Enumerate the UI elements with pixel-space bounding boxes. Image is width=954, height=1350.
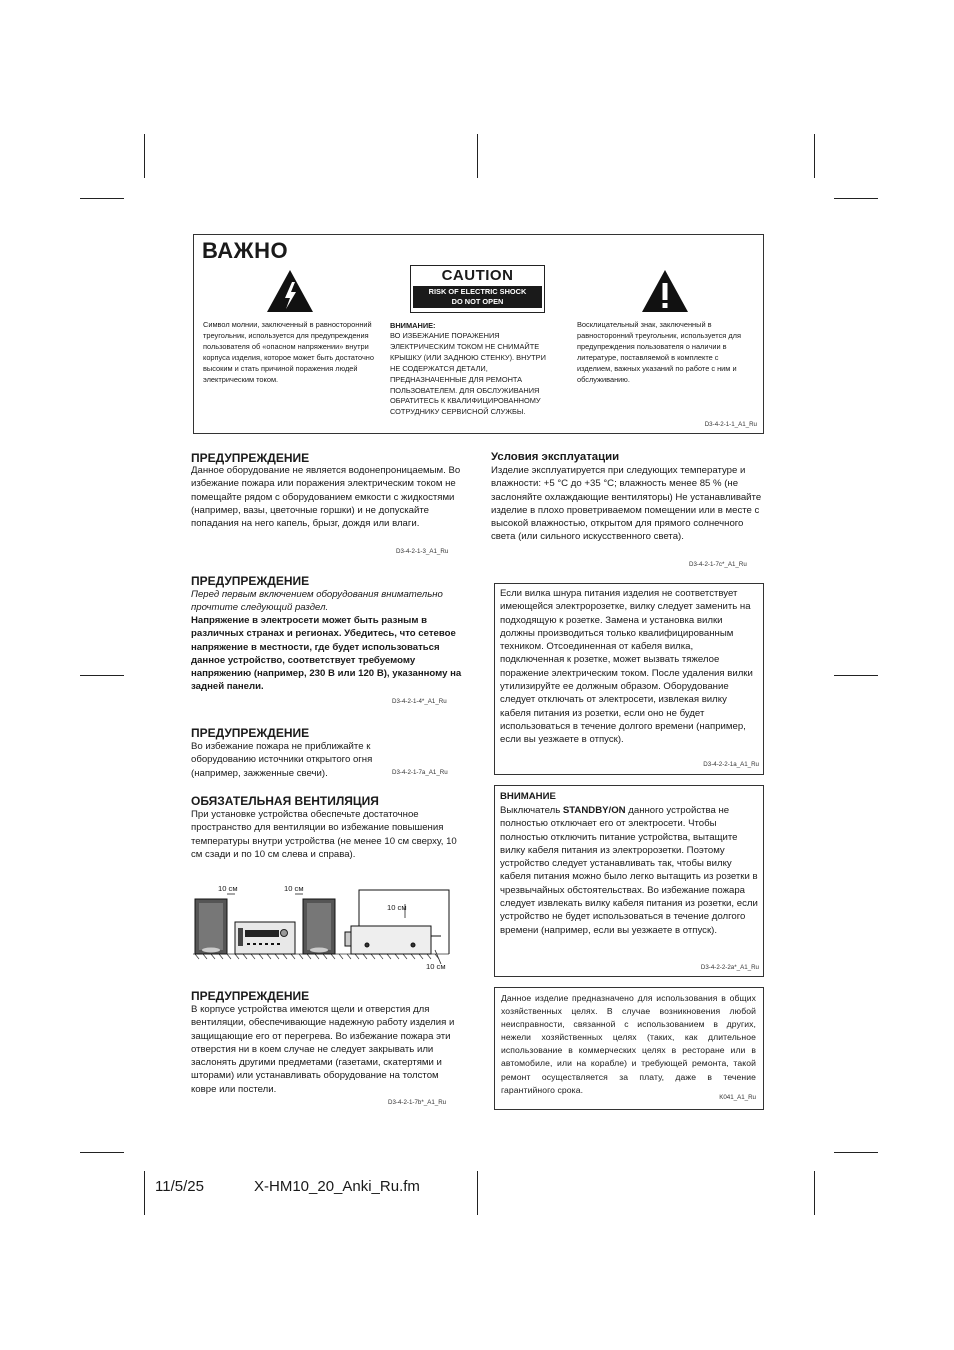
attention-heading: ВНИМАНИЕ: [500, 791, 556, 802]
important-box: [193, 234, 764, 434]
footer-filename: X-HM10_20_Anki_Ru.fm: [254, 1178, 420, 1195]
ventilation-text: При установке устройства обеспечьте достаточное пространство для вентиляции во избежание повышения температуры внутри устройства (не менее 10 см сверху, 10 см сзади и по 10 см слева и справа).: [191, 809, 457, 860]
floor-hatch: [193, 954, 449, 959]
ventilation-heading: ОБЯЗАТЕЛЬНАЯ ВЕНТИЛЯЦИЯ: [191, 794, 379, 808]
crop-mark: [834, 198, 878, 199]
important-code: D3-4-2-1-1_A1_Ru: [704, 421, 757, 428]
warning-3-heading: ПРЕДУПРЕЖДЕНИЕ: [191, 726, 310, 740]
dim-label-top: 10 см: [387, 903, 407, 912]
crop-mark: [144, 134, 145, 178]
plug-warning-code: D3-4-2-2-1a_A1_Ru: [703, 761, 759, 768]
warning-1-text: Данное оборудование не является водонепроницаемым. Во избежание пожара или поражения электрическим током не помещайте рядом с оборудованием емкости с жидкостями (например, вазы, цветочные горшки) и не допускайте попадания на него капель, брызг, дождя или влаги.: [191, 465, 461, 530]
crop-mark: [834, 1152, 878, 1153]
footer-date: 11/5/25: [155, 1178, 204, 1195]
crop-mark: [144, 1171, 145, 1215]
crop-mark: [477, 134, 478, 178]
conditions-heading: Условия эксплуатации: [491, 451, 620, 463]
attention-code: D3-4-2-2-2a*_A1_Ru: [700, 964, 759, 971]
crop-mark: [814, 1171, 815, 1215]
warning-3-text: Во избежание пожара не приближайте к оборудованию источники открытого огня (например, зажженные свечи).: [191, 741, 373, 779]
crop-mark: [814, 134, 815, 178]
ventilation-diagram: [191, 880, 463, 976]
crop-mark: [80, 1152, 124, 1153]
warning-1-heading: ПРЕДУПРЕЖДЕНИЕ: [191, 451, 310, 465]
dim-label-left: 10 см: [218, 884, 238, 893]
conditions-code: D3-4-2-1-7c*_A1_Ru: [689, 561, 747, 568]
speaker-left: [195, 899, 227, 954]
caution-label: [410, 265, 545, 313]
warning-4-text: В корпусе устройства имеются щели и отверстия для вентиляции, обеспечивающие надежную работу изделия и защищающие его от перегрева. Во избежание пожара эти отверстия ни в коем случае не следует закрывать или заслонять другими предметами (газетами, скатертями и шторами) или устанавливать оборудование на толстом ковре или постели.: [191, 1004, 455, 1095]
crop-mark: [477, 1171, 478, 1215]
caution-line-2: DO NOT OPEN: [451, 297, 504, 306]
warning-4-code: D3-4-2-1-7b*_A1_Ru: [388, 1099, 447, 1106]
dim-label-mid: 10 см: [284, 884, 304, 893]
warning-2-heading: ПРЕДУПРЕЖДЕНИЕ: [191, 574, 310, 588]
warning-1-code: D3-4-2-1-3_A1_Ru: [396, 548, 449, 555]
attention-body: данного устройства не полностью отключает его от электросети. Чтобы полностью отключить питание устройства, вытащите вилку кабеля питания из электророзетки. Поэтому устройство следует устанавливать так, чтобы вилку кабеля питания можно было легко вытащить из розетки в чрезвычайных обстоятельствах. Во избежание пожара следует извлекать вилку кабеля питания из розетки, если устройство не будет использоваться в течение долгого времени (например, если вы уезжаете в отпуск).: [500, 805, 758, 936]
exclamation-warning-icon: [640, 268, 690, 314]
caution-band: [413, 286, 542, 308]
crop-mark: [80, 198, 124, 199]
plug-warning-box: [494, 583, 764, 775]
lightning-description: Символ молнии, заключенный в равносторонний треугольник, используется для предупреждения пользователя об «опасном напряжении» внутри корпуса изделия, которое может быть достаточно высоким и стать причиной поражения людей электрическим током.: [203, 320, 375, 384]
lightning-warning-icon: [265, 268, 315, 314]
attention-text: [500, 804, 758, 937]
caution-heading: ВНИМАНИЕ:: [390, 321, 436, 330]
warning-3-code: D3-4-2-1-7a_A1_Ru: [392, 769, 448, 776]
speaker-right: [303, 899, 335, 954]
conditions-text: Изделие эксплуатируется при следующих температуре и влажности: +5 °C до +35 °C; влажность менее 85 % (не заслоняйте охлаждающие вентиляторы) Не устанавливайте изделие в плохо проветриваемом помещении или в месте с высокой влажностью, открытом для прямого солнечного света (или сильного искусственного света).: [491, 465, 762, 543]
plug-warning-text: Если вилка шнура питания изделия не соответствует имеющейся электророзетке, вилку следует заменить на подходящую к розетке. Замена и установка вилки должны производиться только квалифицированным техником. Отсоединенная от кабеля вилка, подключенная к розетке, может вызвать тяжелое поражение электрическим током. После удаления вилки утилизируйте ее должным образом. Оборудование следует отключать от электросети, извлекая вилку кабеля питания из розетки, если оно не будет использоваться в течение долгого времени (например, если вы уезжаете в отпуск).: [500, 588, 753, 746]
caution-line-1: RISK OF ELECTRIC SHOCK: [428, 287, 527, 296]
main-unit: [235, 922, 295, 954]
household-box: [494, 987, 764, 1110]
household-code: K041_A1_Ru: [719, 1094, 756, 1101]
dim-label-back: 10 см: [426, 962, 446, 971]
standby-key: STANDBY/ON: [562, 805, 626, 816]
crop-mark: [80, 675, 124, 676]
important-title: ВАЖНО: [202, 238, 289, 263]
attention-pre: Выключатель: [500, 805, 563, 816]
side-view: [345, 890, 449, 954]
attention-box: [494, 785, 764, 977]
exclamation-description: Восклицательный знак, заключенный в равносторонний треугольник, используется для предупреждения пользователя о наличии в литературе, поставляемой в комплекте с изделием, важных указаний по работе с ним и обслуживанию.: [577, 320, 741, 384]
caution-title: CAUTION: [441, 267, 514, 284]
warning-2-italic: Перед первым включением оборудования внимательно прочтите следующий раздел.: [191, 589, 443, 614]
household-text: Данное изделие предназначено для использования в общих хозяйственных целях. В случае возникновения любой неисправности, связанной с использованием в других, нежели хозяйственных целях (таких, как длительное использование в коммерческих целях в ресторане или в автомобиле, или на корабле) и требующей ремонта, такой ремонт осуществляется за плату, даже в течение гарантийного срока.: [501, 993, 756, 1095]
warning-2-bold: Напряжение в электросети может быть разным в различных странах и регионах. Убедитесь, что сетевое напряжение в местности, где будет использоваться данное устройство, соответствует требуемому напряжению (например, 230 В или 120 В), указанному на задней панели.: [191, 615, 462, 693]
warning-4-heading: ПРЕДУПРЕЖДЕНИЕ: [191, 989, 310, 1003]
warning-2-code: D3-4-2-1-4*_A1_Ru: [392, 698, 447, 705]
caution-description: ВО ИЗБЕЖАНИЕ ПОРАЖЕНИЯ ЭЛЕКТРИЧЕСКИМ ТОКОМ НЕ СНИМАЙТЕ КРЫШКУ (ИЛИ ЗАДНЮЮ СТЕНКУ). ВНУТРИ НЕ СОДЕРЖАТСЯ ДЕТАЛИ, ПРЕДНАЗНАЧЕННЫЕ ДЛЯ РЕМОНТА ПОЛЬЗОВАТЕЛЕМ. ДЛЯ ОБСЛУЖИВАНИЯ ОБРАТИТЕСЬ К КВАЛИФИЦИРОВАННОМУ СОТРУДНИКУ СЕРВИСНОЙ СЛУЖБЫ.: [390, 331, 546, 417]
crop-mark: [834, 675, 878, 676]
